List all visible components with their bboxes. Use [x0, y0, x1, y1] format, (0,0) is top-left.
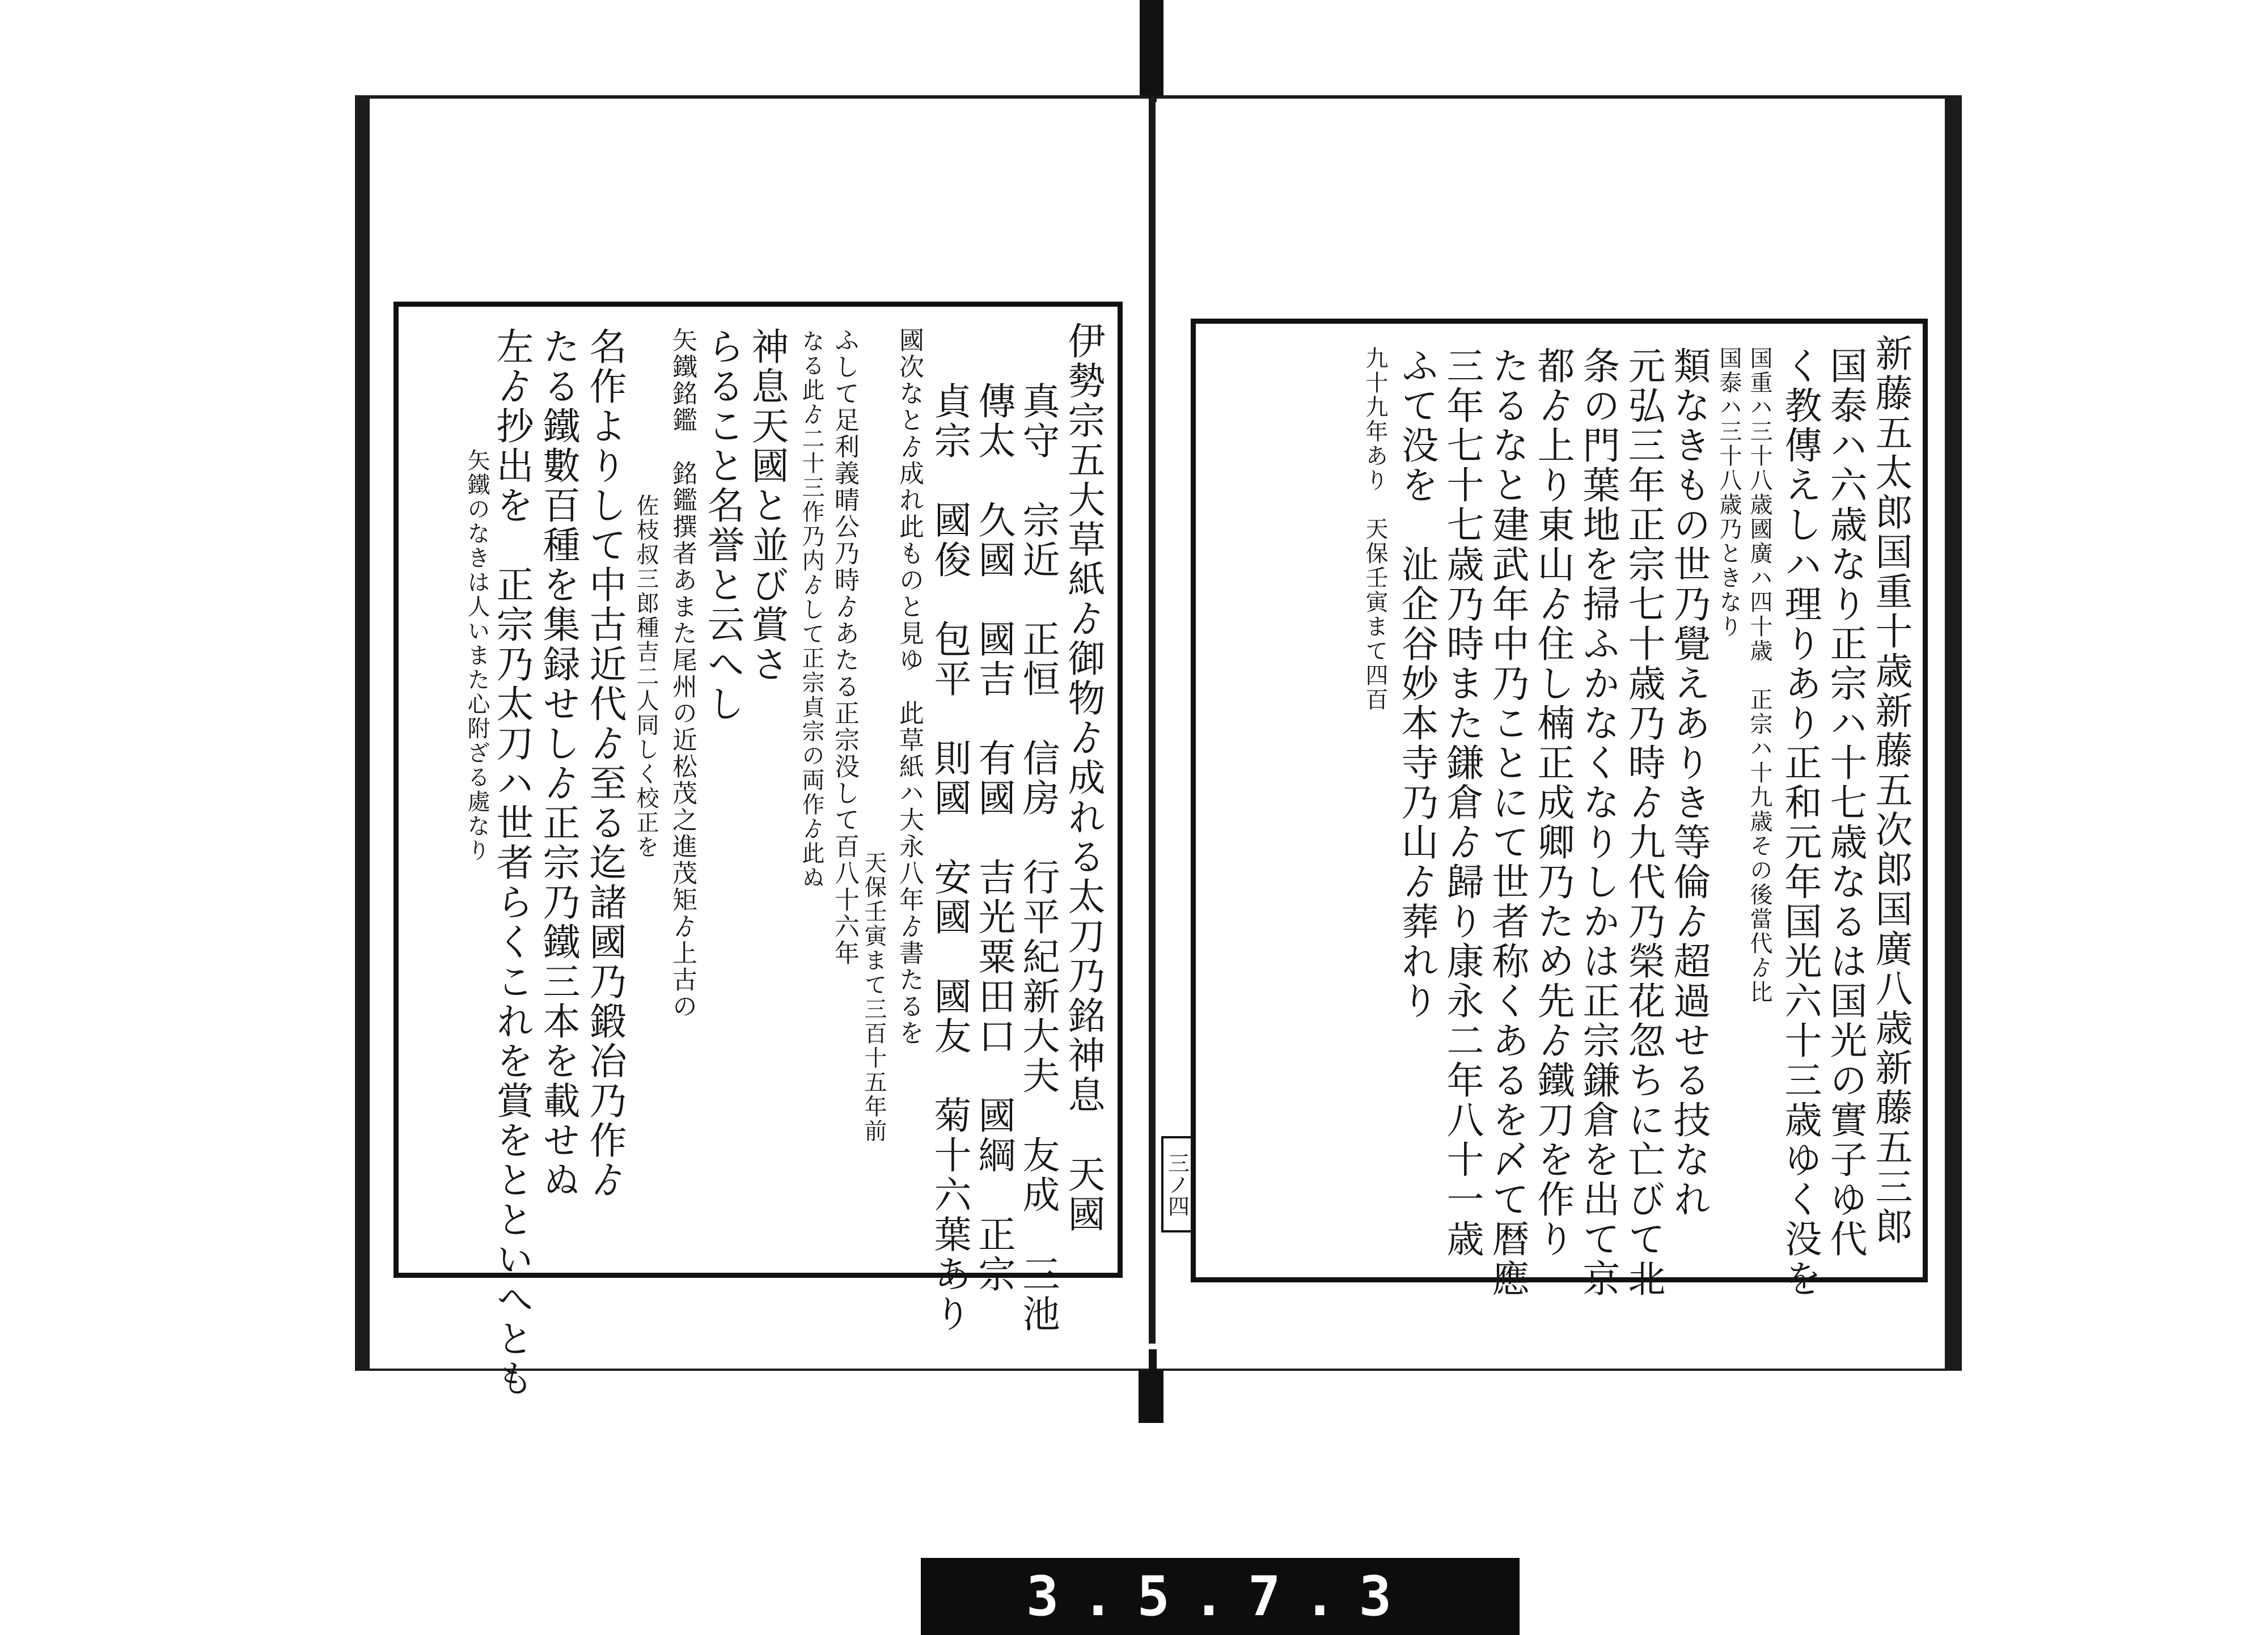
text-column: 神息天國と並び賞さ [745, 327, 789, 684]
text-column: 名作よりして中古近代ゟ至る迄諸國乃鍛冶乃作ゟ [583, 327, 627, 1200]
text-column: ふて没を 沚企谷妙本寺乃山ゟ葬れり [1395, 346, 1438, 1021]
text-column: 国泰ハ六歳なり正宗ハ十七歳なるは国光の實子ゆ代 [1823, 346, 1867, 1259]
text-column: 貞宗 國俊 包平 則國 安國 國友 菊十六葉あり [928, 382, 971, 1334]
folio-label: 三ノ四 [1161, 1136, 1193, 1232]
text-column: 國次なとゟ成れ此ものと見ゆ 此草紙ハ大永八年ゟ書たるを [895, 327, 924, 1047]
right-text-frame [1191, 319, 1928, 1299]
text-column: 真守 宗近 正恒 信房 行平紀新大夫 友成 三池 [1016, 382, 1060, 1334]
text-column: らること名誉と云へし [701, 327, 744, 724]
binding-top [1140, 0, 1163, 102]
text-column: 新藤五太郎国重十歳新藤五次郎国廣八歳新藤五三郎 [1869, 334, 1912, 1247]
book-gutter [1149, 96, 1156, 1344]
text-column: 九十九年あり 天保壬寅まて四百 [1362, 346, 1388, 712]
text-column: 傳太 久國 國吉 有國 吉光粟田口 國綱 正宗 [972, 382, 1015, 1294]
text-column: なる此ゟ二十三作乃内ゟして正宗貞宗の両作ゟ此ぬ [798, 329, 824, 890]
text-column: 国泰ハ三十八歳乃ときなり [1716, 346, 1742, 639]
text-column: たるなと建武年中乃ことにて世者称くあるを〆て暦應 [1486, 346, 1529, 1299]
text-column: 類なきもの世乃覺えありき等倫ゟ超過せる技なれ [1667, 346, 1711, 1219]
text-column: 佐枝叔三郎種吉二人同しく校正を [633, 494, 659, 859]
text-column: く教傳えしハ理りあり正和元年国光六十三歳ゆく没を [1778, 346, 1822, 1299]
text-column: 三年七十七歳乃時また鎌倉ゟ歸り康永二年八十一歳 [1440, 346, 1484, 1259]
left-text-frame [393, 302, 1123, 1399]
text-column: 都ゟ上り東山ゟ住し楠正成卿乃ため先ゟ鐵刀を作り [1531, 346, 1575, 1259]
text-column: 左ゟ抄出を 正宗乃太刀ハ世者らくこれを賞をとといへとも [490, 327, 534, 1399]
text-column: 元弘三年正宗七十歳乃時ゟ九代乃榮花忽ちに亡びて北 [1622, 346, 1665, 1299]
text-column: 天保壬寅まて三百十五年前 [861, 851, 887, 1143]
text-column: ふして足利義晴公乃時ゟあたる正宗没して百八十六年 [830, 327, 859, 967]
text-column: 矢鐵のなきは人いまた心附ざる處なり [464, 448, 490, 863]
text-column: 条の門葉地を掃ふかなくなりしかは正宗鎌倉を出て京 [1576, 346, 1620, 1299]
catalog-bar [921, 1558, 1520, 1635]
catalog-number: 3.5.7.3 [1026, 1565, 1415, 1628]
text-column: たる鐵數百種を集録せしゟ正宗乃鐵三本を載せぬ [536, 327, 580, 1200]
text-column: 国重ハ三十八歳國廣ハ四十歳 正宗ハ十九歳その後當代ゟ比 [1746, 346, 1772, 1005]
text-column: 矢鐵銘鑑 銘鑑撰者あまた尾州の近松茂之進茂矩ゟ上古の [668, 327, 697, 1020]
text-column: 伊勢宗五大草紙ゟ御物ゟ成れる太刀乃銘神息 天國 [1061, 321, 1105, 1234]
